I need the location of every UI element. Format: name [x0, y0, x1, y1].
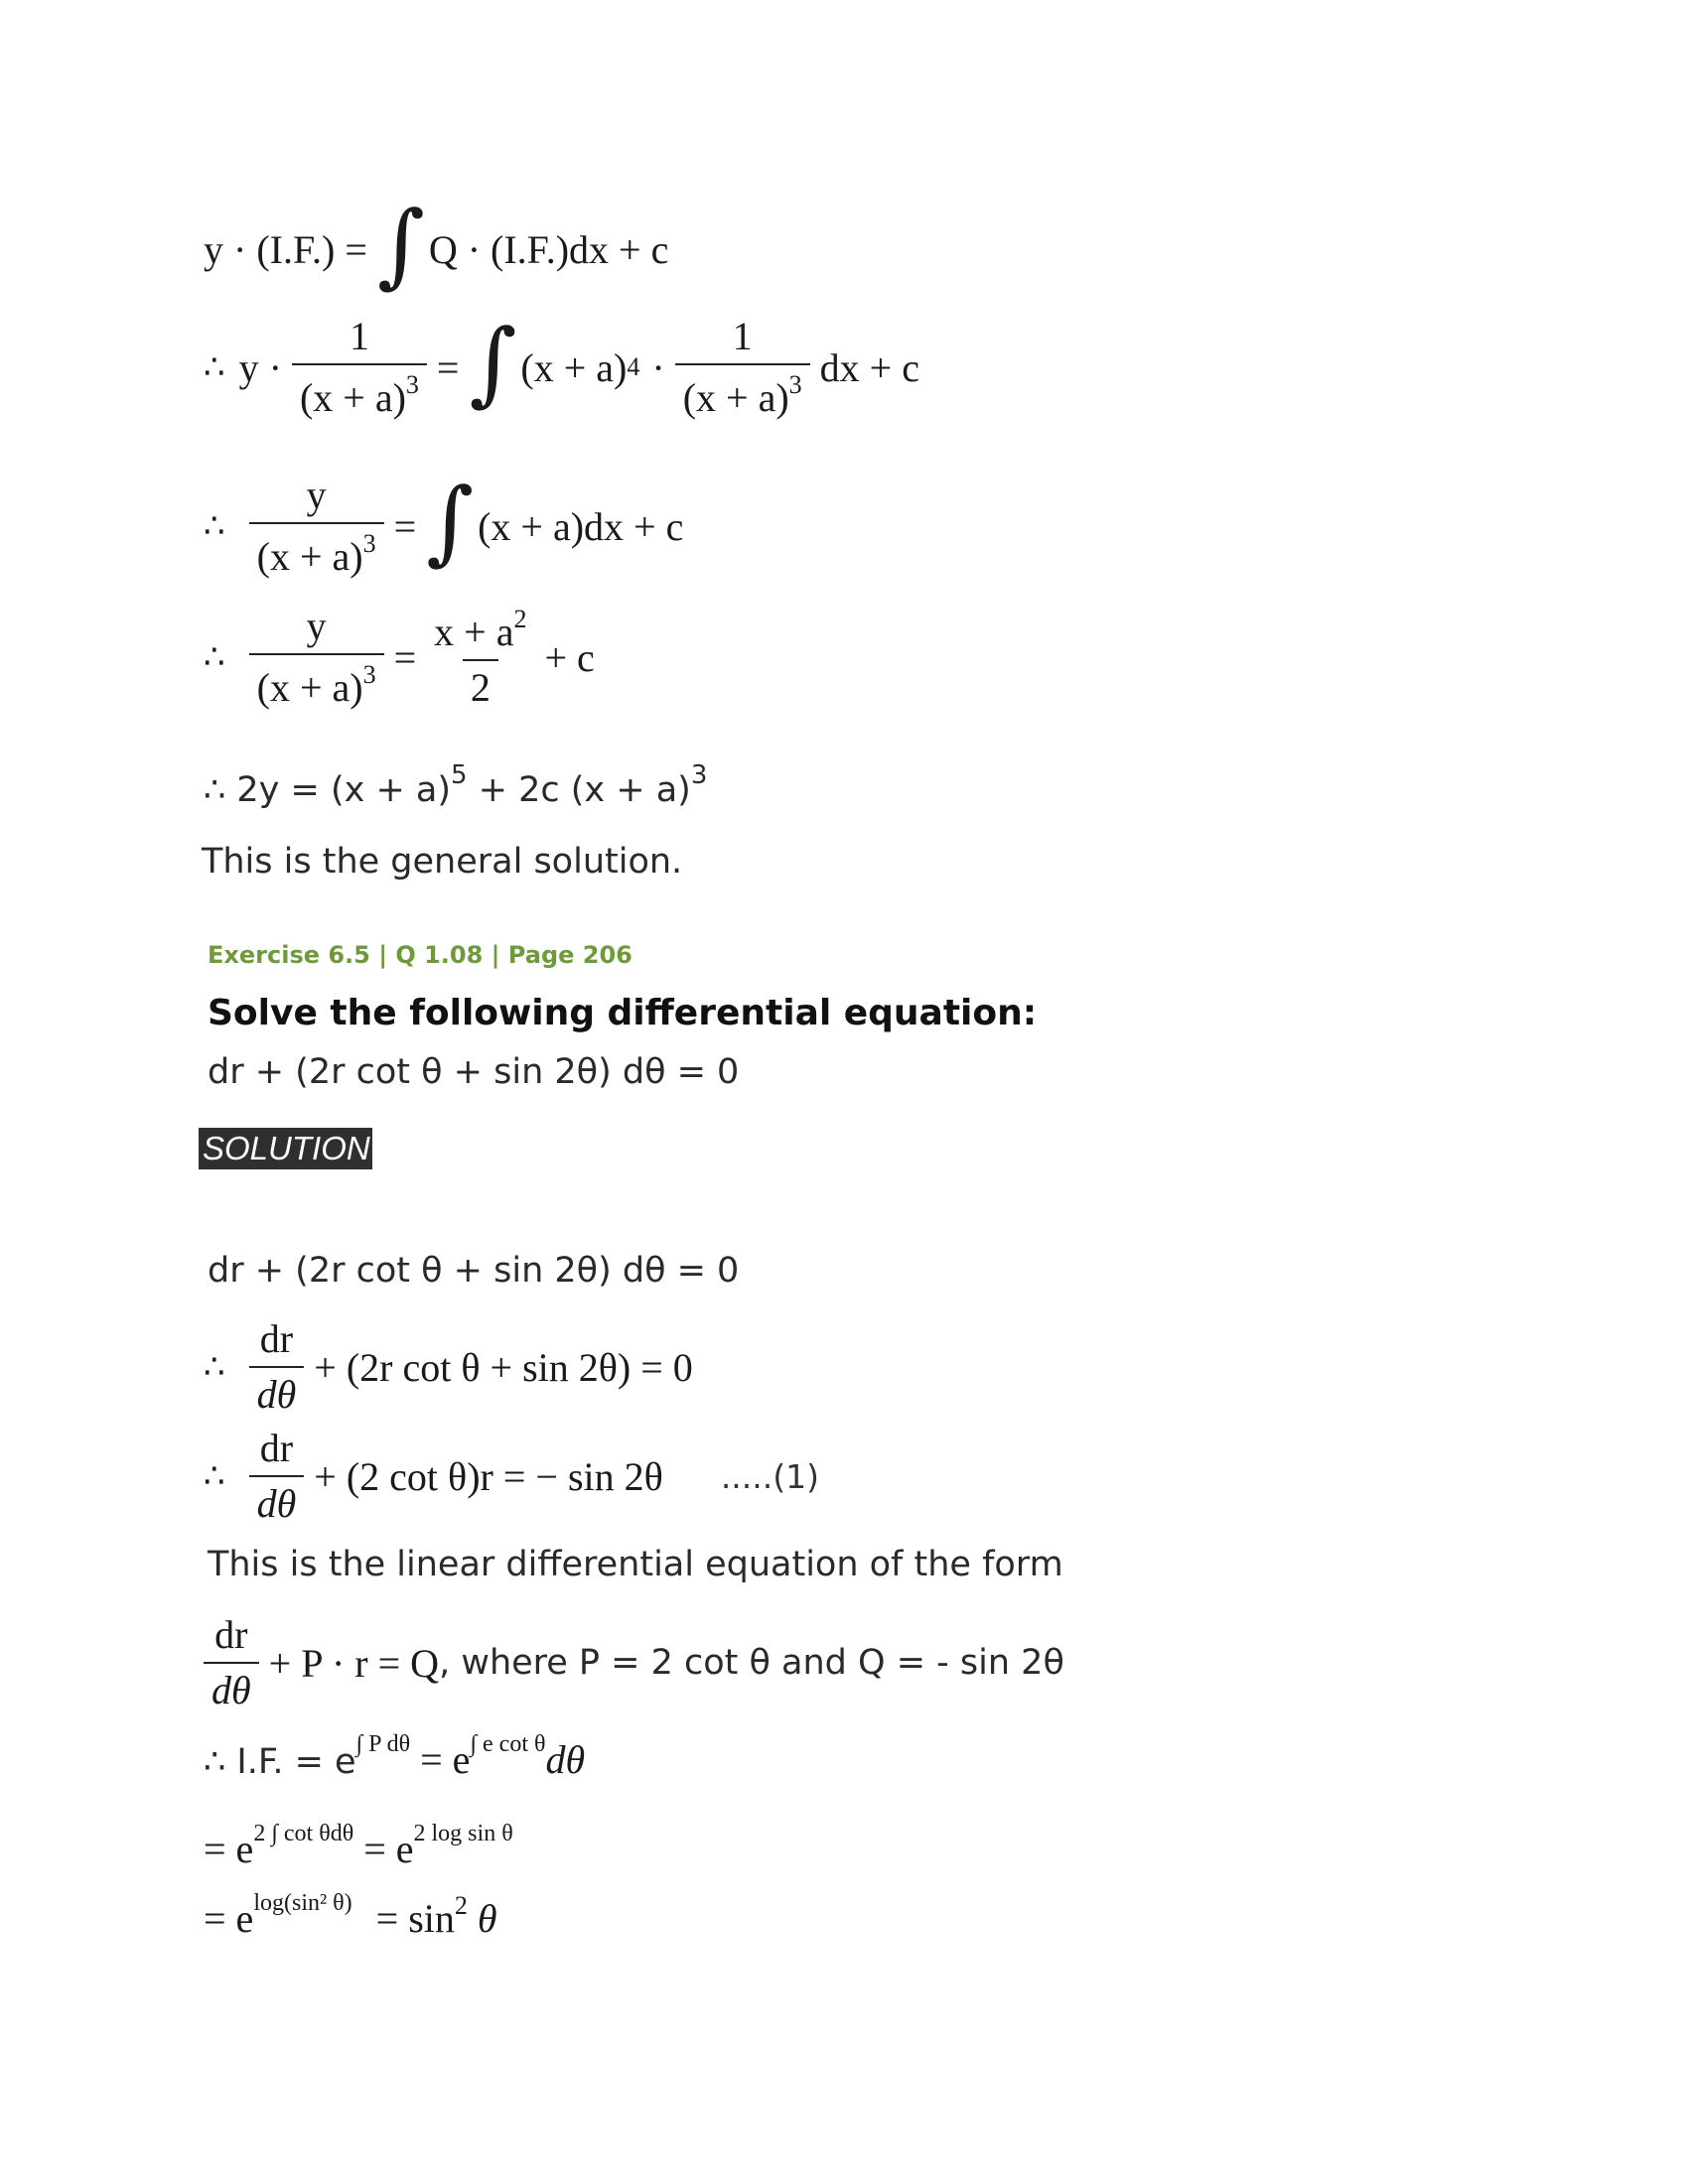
eq-substitution: ∴ y · $\frac{1}{(x + a)^3}$ = ∫ (x + a) 4 · $\frac{1}{(x + a)^3}$ dx + c: [204, 310, 919, 420]
solution-step-3: ∴ $\frac{dr}{d\theta}$ + (2 cot θ)r = − sin 2θ .....(1): [204, 1426, 820, 1526]
eq-simplified-integral: ∴ $\frac{y}{(x + a)^3}$ = ∫ (x + a)dx + c: [204, 469, 684, 579]
integral-sign: ∫: [469, 310, 517, 416]
general-solution-text: This is the general solution.: [202, 842, 683, 882]
eq-integral-form: y · (I.F.) = ∫ Q · (I.F.)dx + c: [204, 192, 669, 298]
solution-badge: SOLUTION: [199, 1128, 372, 1169]
linear-form-equation: $\frac{dr}{d\theta}$ + P · r = Q , where P = 2 cot θ and Q = - sin 2θ: [204, 1614, 1064, 1711]
fraction: $\frac{dr}{d\theta}$: [249, 1428, 305, 1525]
fraction: $\frac{y}{(x + a)^3}$: [249, 606, 384, 709]
integrating-factor-2: = $e^{2 \int cot \theta d\theta} = e^{2 log sin \theta}$: [204, 1821, 513, 1871]
question-heading: Solve the following differential equation:: [208, 993, 1038, 1033]
integrating-factor-1: ∴ I.F. = $e^{\int P d\theta} = e^{\int e cot \theta}d\theta$: [204, 1731, 586, 1782]
fraction: $\frac{1}{(x + a)^3}$: [675, 316, 810, 419]
equation-tag: .....(1): [720, 1456, 820, 1496]
solution-step-1: dr + (2r cot θ + sin 2θ) dθ = 0: [208, 1251, 740, 1291]
fraction: $\frac{1}{(x + a)^3}$: [292, 316, 427, 419]
integral-sign: ∫: [376, 192, 425, 298]
fraction: $\frac{x + a^2}{2}$: [434, 605, 527, 710]
fraction: $\frac{dr}{d\theta}$: [204, 1614, 259, 1711]
eq-general-form: ∴ $2y = (x + a)^5 + 2c$ $(x + a)^3$: [204, 760, 708, 810]
integrating-factor-3: = $e^{log(sin^2 \theta)} = \sin^2 \theta$: [204, 1890, 497, 1941]
fraction: $\frac{dr}{d\theta}$: [249, 1318, 305, 1416]
linear-form-text: This is the linear differential equation of the form: [208, 1545, 1063, 1584]
fraction: $\frac{y}{(x + a)^3}$: [249, 475, 384, 578]
eq-integrated: ∴ $\frac{y}{(x + a)^3}$ = $\frac{x + a^2}{2}$ + c: [204, 604, 595, 710]
exercise-reference[interactable]: Exercise 6.5 | Q 1.08 | Page 206: [208, 941, 633, 969]
integral-sign: ∫: [426, 469, 475, 575]
question-equation: dr + (2r cot θ + sin 2θ) dθ = 0: [208, 1052, 740, 1092]
solution-step-2: ∴ $\frac{dr}{d\theta}$ + (2r cot θ + sin 2θ) = 0: [204, 1316, 693, 1417]
